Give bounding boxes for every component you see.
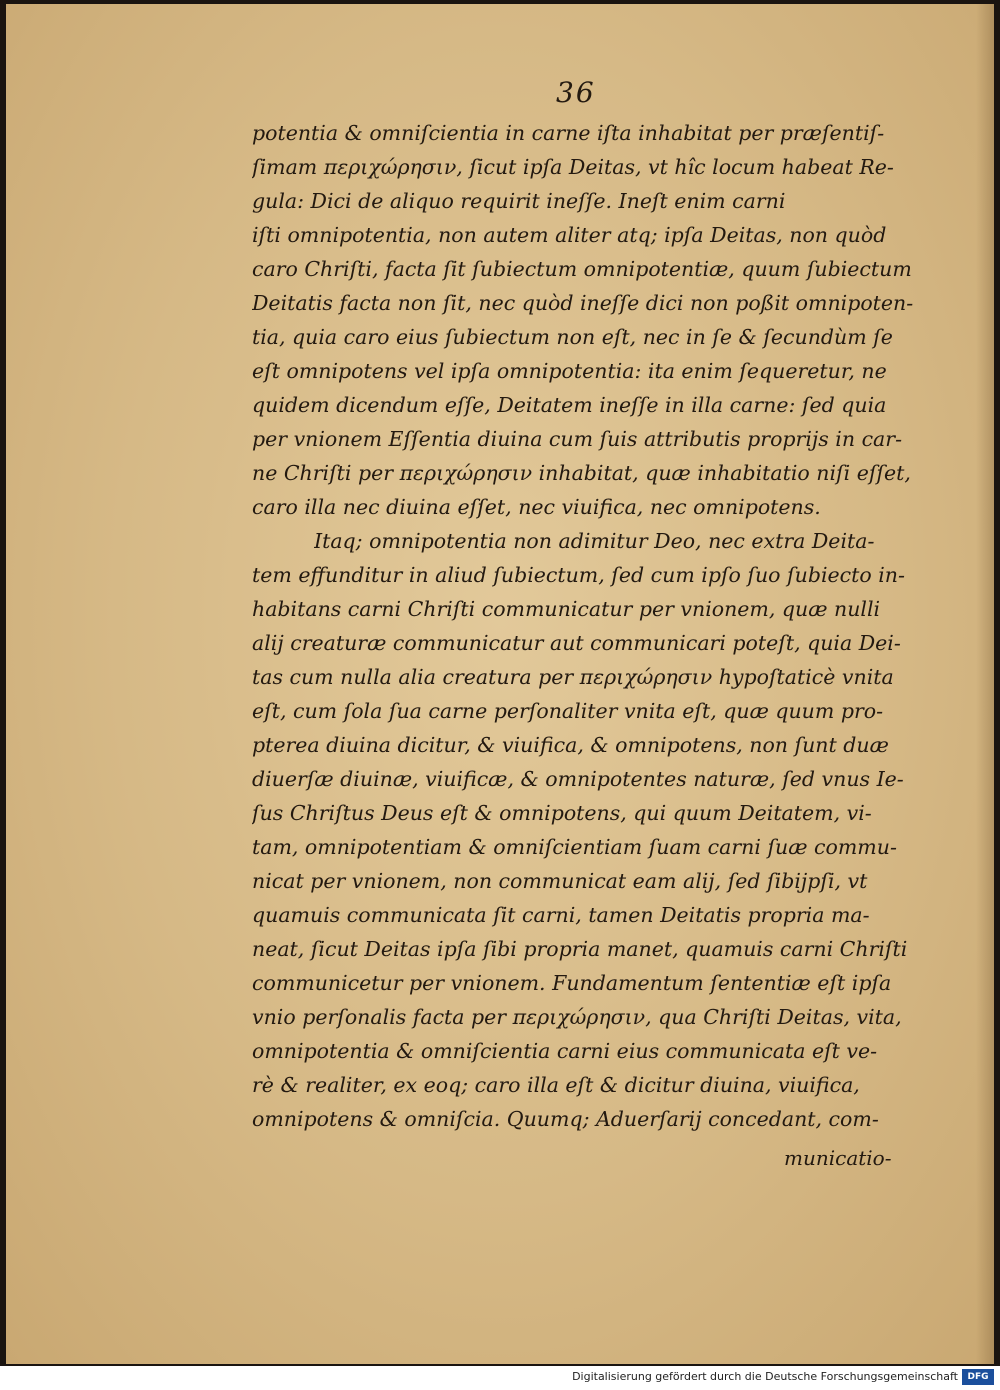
text-line-paragraph-start: Itaq; omnipotentia non adimitur Deo, nec extra Deita-: [314, 529, 875, 553]
text-line: omnipotentia & omniſcientia carni eius communicata eſt ve-: [252, 1039, 878, 1063]
text-line: eſt omnipotens vel ipſa omnipotentia: ita enim ſequeretur, ne: [252, 359, 887, 383]
text-line: quamuis communicata ſit carni, tamen Deitatis propria ma-: [252, 903, 870, 927]
text-line: vnio perſonalis facta per περιχώρησιν, qua Chriſti Deitas, vita,: [252, 1005, 902, 1029]
text-line: tia, quia caro eius ſubiectum non eſt, nec in ſe & ſecundùm ſe: [252, 325, 893, 349]
page-number: 36: [556, 76, 596, 109]
text-line: ne Chriſti per περιχώρησιν inhabitat, quæ inhabitatio niſi eſſet,: [252, 461, 911, 485]
text-line: gula: Dici de aliquo requirit ineſſe. Ineſt enim carni: [252, 189, 786, 213]
footer-bar: [0, 1366, 1000, 1390]
text-line: omnipotens & omniſcia. Quumq; Aduerſarij concedant, com-: [252, 1107, 879, 1131]
text-line: per vnionem Eſſentia diuina cum ſuis attributis proprijs in car-: [252, 427, 903, 451]
text-line: nicat per vnionem, non communicat eam alij, ſed ſibijpſi, vt: [252, 869, 868, 893]
text-line: ſus Chriſtus Deus eſt & omnipotens, qui quum Deitatem, vi-: [252, 801, 872, 825]
text-line: neat, ſicut Deitas ipſa ſibi propria manet, quamuis carni Chriſti: [252, 937, 908, 961]
text-line: tem effunditur in aliud ſubiectum, ſed cum ipſo ſuo ſubiecto in-: [252, 563, 905, 587]
text-line: rè & realiter, ex eoq; caro illa eſt & dicitur diuina, viuifica,: [252, 1073, 860, 1097]
text-line: iſti omnipotentia, non autem aliter atq; ipſa Deitas, non quòd: [252, 223, 887, 247]
dfg-logo: DFG: [962, 1369, 994, 1385]
text-line: tas cum nulla alia creatura per περιχώρησιν hypoſtaticè vnita: [252, 665, 894, 689]
catchword: municatio-: [784, 1146, 892, 1170]
text-line: eſt, cum ſola ſua carne perſonaliter vnita eſt, quæ quum pro-: [252, 699, 884, 723]
text-line: quidem dicendum eſſe, Deitatem ineſſe in illa carne: ſed quia: [252, 393, 887, 417]
text-line: habitans carni Chriſti communicatur per vnionem, quæ nulli: [252, 597, 881, 621]
text-line: caro illa nec diuina eſſet, nec viuifica, nec omnipotens.: [252, 495, 821, 519]
text-line: potentia & omniſcientia in carne iſta inhabitat per præſentiſ-: [252, 121, 885, 145]
book-page: [6, 4, 994, 1364]
text-line: diuerſæ diuinæ, viuificæ, & omnipotentes naturæ, ſed vnus Ie-: [252, 767, 904, 791]
text-line: caro Chriſti, facta ſit ſubiectum omnipotentiæ, quum ſubiectum: [252, 257, 912, 281]
text-line: tam, omnipotentiam & omniſcientiam ſuam carni ſuæ commu-: [252, 835, 897, 859]
funding-notice: Digitalisierung gefördert durch die Deutsche Forschungsgemeinschaft: [572, 1370, 958, 1383]
text-line: ſimam περιχώρησιν, ſicut ipſa Deitas, vt hîc locum habeat Re-: [252, 155, 894, 179]
text-line: communicetur per vnionem. Fundamentum ſententiæ eſt ipſa: [252, 971, 892, 995]
text-line: alij creaturæ communicatur aut communicari poteſt, quia Dei-: [252, 631, 901, 655]
text-line: pterea diuina dicitur, & viuifica, & omnipotens, non ſunt duæ: [252, 733, 889, 757]
text-line: Deitatis facta non ſit, nec quòd ineſſe dici non poßit omnipoten-: [252, 291, 914, 315]
